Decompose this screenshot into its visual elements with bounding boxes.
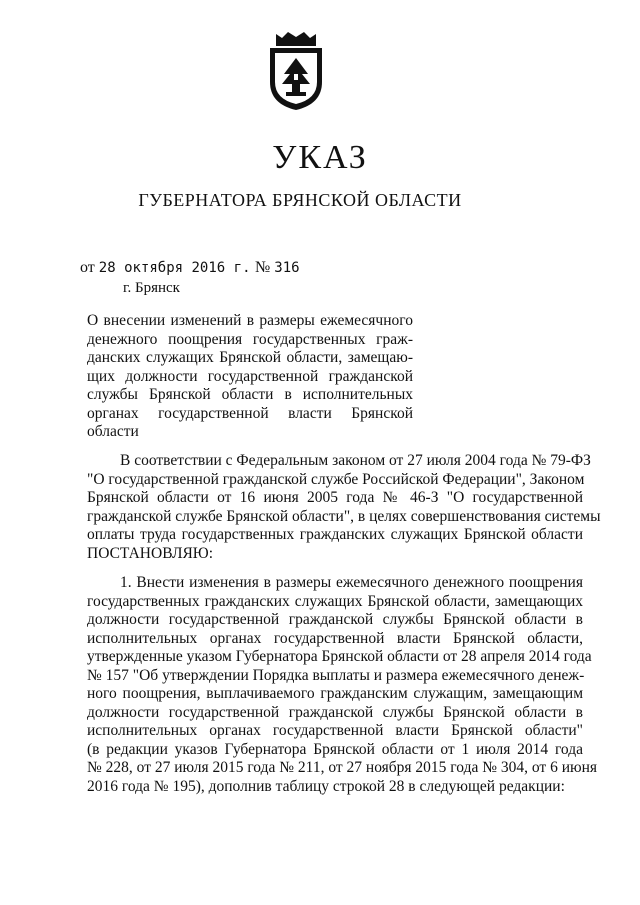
heading-line: службы Брянской области в исполнительных — [87, 386, 413, 403]
paragraph-line: оплаты труда государственных гражданских служащих Брянской области — [87, 526, 583, 543]
heading-line: О внесении изменений в размеры ежемесячного — [87, 312, 413, 329]
paragraph-line: 1. Внести изменения в размеры ежемесячного денежного поощрения — [120, 574, 583, 591]
paragraph-line: "О государственной гражданской службе Российской Федерации", Законом — [87, 470, 585, 488]
document-subtitle: ГУБЕРНАТОРА БРЯНСКОЙ ОБЛАСТИ — [138, 190, 462, 210]
paragraph-line: ного поощрения, выплачиваемого гражданским служащим, замещающим — [87, 685, 583, 702]
paragraph-line: ПОСТАНОВЛЯЮ: — [87, 544, 214, 562]
document-heading — [87, 312, 413, 442]
preamble-paragraph — [87, 452, 601, 563]
paragraph-line: исполнительных органах государственной власти Брянской области, — [87, 629, 583, 647]
paragraph-line: гражданской службе Брянской области", в целях совершенствования системы — [87, 507, 601, 525]
date-value: 28 октября 2016 г. — [98, 260, 251, 276]
paragraph-line: 2016 года № 195), дополнив таблицу строкой 28 в следующей редакции: — [87, 777, 565, 795]
paragraph-line: должности государственной гражданской службы Брянской области в — [87, 703, 583, 721]
paragraph-line: должности государственной гражданской службы Брянской области в — [87, 611, 583, 628]
paragraph-line: исполнительных органах государственной власти Брянской области" — [87, 722, 583, 739]
heading-line: органах государственной власти Брянской области — [87, 404, 413, 440]
paragraph-line: В соответствии с Федеральным законом от 27 июля 2004 года № 79-ФЗ — [120, 452, 591, 469]
paragraph-line: № 157 "Об утверждении Порядка выплаты и размера ежемесячного денеж- — [87, 666, 585, 684]
paragraph-line: № 228, от 27 июля 2015 года № 211, от 27 ноября 2015 года № 304, от 6 июня — [87, 759, 598, 776]
document-title: УКАЗ — [272, 139, 368, 176]
bryansk-coat-of-arms-icon — [262, 30, 330, 112]
heading-line: денежного поощрения государственных граж- — [87, 330, 413, 348]
heading-line: щих должности государственной гражданской — [87, 367, 413, 385]
paragraph-line: (в редакции указов Губернатора Брянской области от 1 июля 2014 года — [87, 740, 583, 758]
document-city: г. Брянск — [123, 280, 180, 296]
number-value: 316 — [274, 260, 300, 276]
heading-line: данских служащих Брянской области, замещаю- — [87, 349, 413, 366]
paragraph-line: Брянской области от 16 июня 2005 года № 46-З "О государственной — [87, 489, 583, 506]
clause-1-paragraph — [87, 574, 598, 796]
document-number: № 316 — [255, 259, 300, 276]
document-date: от 28 октября 2016 г. — [80, 259, 251, 276]
paragraph-line: утвержденные указом Губернатора Брянской области от 28 апреля 2014 года — [87, 648, 592, 665]
paragraph-line: государственных гражданских служащих Брянской области, замещающих — [87, 592, 583, 610]
